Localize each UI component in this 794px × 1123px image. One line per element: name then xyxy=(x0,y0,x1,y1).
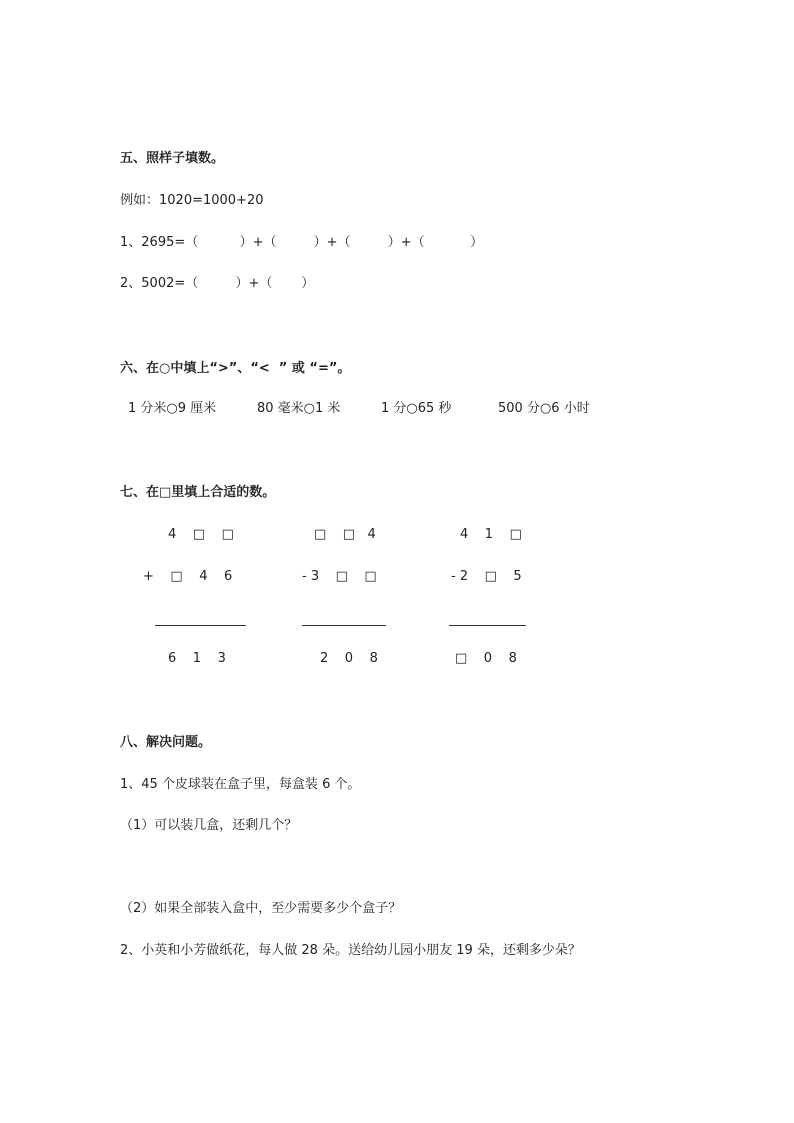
section-6-heading: 六、在○中填上“>”、“< ” 或 “=”。 xyxy=(120,361,351,376)
section-8-question-2: 2、小英和小芳做纸花，每人做 28 朵。送给幼儿园小朋友 19 朵，还剩多少朵？ xyxy=(120,943,581,958)
vertical-problem-2-rule xyxy=(302,625,386,626)
section-8-heading: 八、解决问题。 xyxy=(120,735,212,750)
compare-item-4: 500 分○6 小时 xyxy=(498,401,590,416)
section-5-question-2: 2、5002=（ ）+（ ） xyxy=(120,276,315,291)
compare-item-2: 80 毫米○1 米 xyxy=(257,401,341,416)
vertical-problem-2-bottom: - 3 □ □ xyxy=(302,569,377,584)
vertical-problem-1-rule xyxy=(155,625,246,626)
section-8-question-1a: （1）可以装几盒，还剩几个？ xyxy=(120,818,298,833)
vertical-problem-2-top: □ □ 4 xyxy=(314,527,376,542)
vertical-problem-1-bottom: + □ 4 6 xyxy=(143,569,233,584)
vertical-problem-3-bottom: - 2 □ 5 xyxy=(451,569,522,584)
vertical-problem-2-result: 2 0 8 xyxy=(320,651,378,666)
vertical-problem-3-result: □ 0 8 xyxy=(455,651,517,666)
section-7-heading: 七、在□里填上合适的数。 xyxy=(120,485,276,500)
vertical-problem-3-top: 4 1 □ xyxy=(460,527,522,542)
section-8-question-1b: （2）如果全部装入盒中，至少需要多少个盒子？ xyxy=(120,901,402,916)
vertical-problem-1-result: 6 1 3 xyxy=(168,651,226,666)
section-5-example: 例如：1020=1000+20 xyxy=(120,193,264,208)
vertical-problem-3-rule xyxy=(449,625,526,626)
compare-item-3: 1 分○65 秒 xyxy=(381,401,452,416)
vertical-problem-1-top: 4 □ □ xyxy=(168,527,234,542)
compare-item-1: 1 分米○9 厘米 xyxy=(128,401,217,416)
section-8-question-1: 1、45 个皮球装在盒子里，每盒装 6 个。 xyxy=(120,777,361,792)
section-5-question-1: 1、2695=（ ）+（ ）+（ ）+（ ） xyxy=(120,235,484,250)
section-5-heading: 五、照样子填数。 xyxy=(120,151,225,166)
